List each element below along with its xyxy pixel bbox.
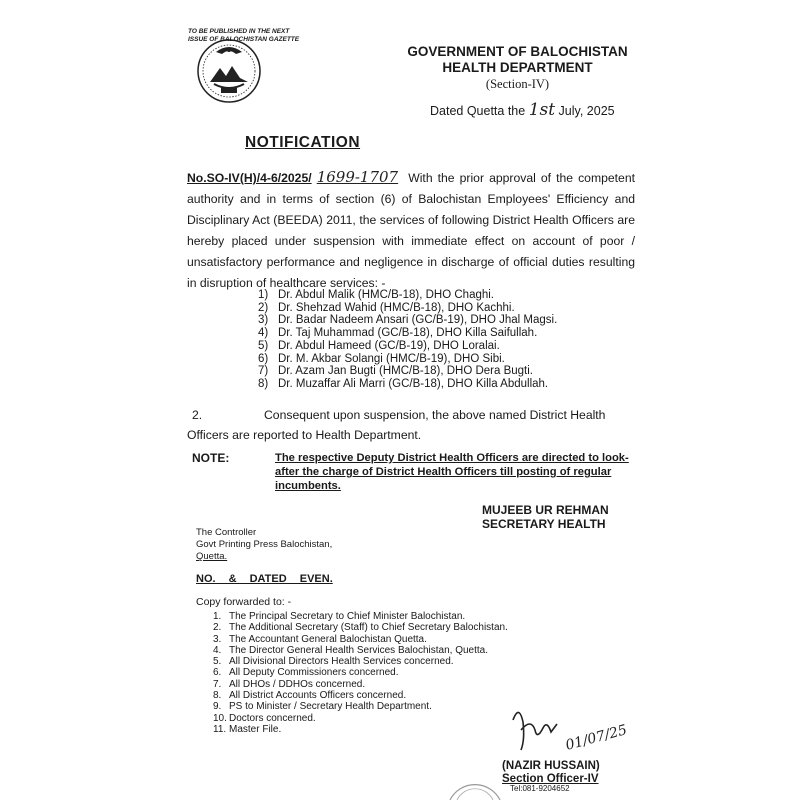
department-header [400, 44, 635, 92]
list-item: 3) Dr. Badar Nadeem Ansari (GC/B-19), DHO Jhal Magsi. [258, 314, 558, 327]
controller-address [196, 527, 332, 563]
list-item: 4) Dr. Taj Muhammad (GC/B-18), DHO Killa Saifullah. [258, 327, 538, 340]
gazette-line-1: TO BE PUBLISHED IN THE NEXT [188, 28, 290, 35]
controller-line-3: Quetta. [196, 551, 228, 562]
paragraph-2-text: Consequent upon suspension, the above named District Health Officers are reported to Health Department. [187, 408, 606, 442]
paragraph-2 [187, 405, 635, 445]
officer-list [258, 289, 557, 391]
list-item: 2. The Additional Secretary (Staff) to Chief Secretary Balochistan. [213, 622, 508, 634]
signature-date: 01/07/25 [563, 722, 629, 754]
office-stamp-icon [445, 760, 505, 800]
dated-prefix: Dated Quetta the [430, 104, 526, 118]
list-item: 8) Dr. Muzaffar Ali Marri (GC/B-18), DHO Killa Abdullah. [258, 377, 549, 390]
note-text: The respective Deputy District Health Officers are directed to look-after the charge of District Health Officers till posting of regular incumbents. [275, 452, 629, 492]
controller-line-2: Govt Printing Press Balochistan, [196, 539, 333, 550]
list-item: 5. All Divisional Directors Health Services concerned. [213, 656, 454, 668]
reference-number: No.SO-IV(H)/4-6/2025/ [187, 171, 312, 185]
list-item: 5) Dr. Abdul Hameed (GC/B-19), DHO Loralai. [258, 339, 500, 352]
page-title: NOTIFICATION [245, 134, 361, 151]
paragraph-1-text: With the prior approval of the competent authority and in terms of section (6) of Balochistan Employees' Efficiency and Disciplinary Act (BEEDA) 2011, the services of following District Health Officers are hereby placed under suspension with immediate effect on account of poor / unsatisfactory performance and negligence in discharge of official duties resulting in disruption of healthcare services: - [187, 171, 635, 290]
list-item: 8. All District Accounts Officers concerned. [213, 690, 407, 702]
list-item: 7. All DHOs / DDHOs concerned. [213, 678, 366, 690]
list-item: 9. PS to Minister / Secretary Health Department. [213, 701, 432, 713]
list-item: 4. The Director General Health Services Balochistan, Quetta. [213, 644, 489, 656]
gazette-line-2: ISSUE OF BALOCHISTAN GAZETTE [188, 36, 300, 43]
section-officer-name: (NAZIR HUSSAIN) [502, 760, 600, 772]
paragraph-2-number: 2. [192, 408, 203, 422]
reference-handwritten: 1699-1707 [316, 168, 399, 186]
section-officer-block [502, 760, 600, 786]
paragraph-1 [187, 167, 635, 294]
handwritten-signature-icon [505, 700, 635, 760]
list-item: 1) Dr. Abdul Malik (HMC/B-18), DHO Chaghi. [258, 289, 495, 301]
dated-day: 1st [528, 100, 556, 120]
list-item: 6) Dr. M. Akbar Solangi (HMC/B-19), DHO Sibi. [258, 352, 505, 365]
header-department: HEALTH DEPARTMENT [442, 60, 593, 75]
note-label: NOTE: [192, 451, 230, 465]
section-officer-phone: Tel:081-9204652 [510, 784, 570, 793]
no-dated-even: NO. & DATED EVEN. [196, 573, 333, 585]
balochistan-emblem-icon [196, 38, 262, 104]
list-item: 6. All Deputy Commissioners concerned. [213, 667, 399, 679]
copy-forwarded-heading: Copy forwarded to: - [196, 596, 292, 608]
list-item: 11. Master File. [213, 723, 282, 735]
header-section: (Section-IV) [485, 77, 550, 91]
list-item: 7) Dr. Azam Jan Bugti (HMC/B-18), DHO Dera Bugti. [258, 365, 533, 378]
list-item: 3. The Accountant General Balochistan Quetta. [213, 633, 427, 645]
list-item: 10. Doctors concerned. [213, 712, 316, 724]
signatory-block [482, 503, 609, 531]
list-item: 1. The Principal Secretary to Chief Minister Balochistan. [213, 611, 466, 622]
header-government: GOVERNMENT OF BALOCHISTAN [407, 44, 628, 59]
list-item: 2) Dr. Shehzad Wahid (HMC/B-18), DHO Kachhi. [258, 301, 515, 314]
dated-line [430, 100, 615, 120]
controller-line-1: The Controller [196, 527, 257, 538]
copy-list [213, 611, 508, 735]
signatory-name: MUJEEB UR REHMAN [482, 503, 609, 517]
dated-suffix: July, 2025 [558, 104, 615, 118]
signatory-designation: SECRETARY HEALTH [482, 517, 606, 531]
section-officer-designation: Section Officer-IV [502, 773, 599, 785]
